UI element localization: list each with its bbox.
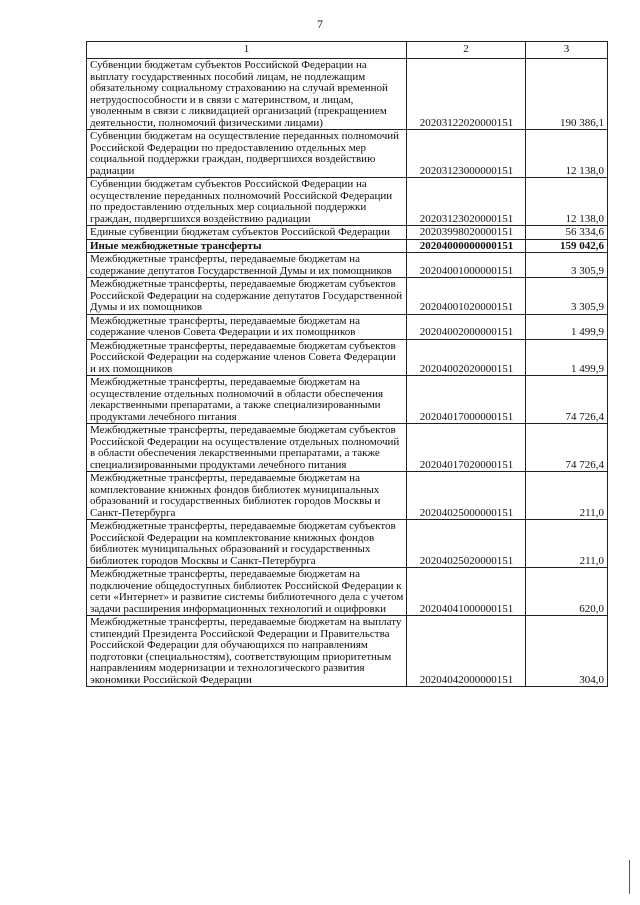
row-sum-cell: 3 305,9	[526, 253, 608, 278]
table-row	[87, 278, 608, 315]
row-name-cell: Межбюджетные трансферты, передаваемые бюджетам субъектов Российской Федерации на содержание членов Совета Федерации и их помощников	[87, 339, 407, 376]
header-col-3: 3	[526, 42, 608, 59]
row-code-cell: 20203122020000151	[407, 59, 526, 130]
row-sum-cell: 74 726,4	[526, 376, 608, 424]
table-body	[87, 59, 608, 687]
table-row	[87, 130, 608, 178]
row-sum-cell: 56 334,6	[526, 226, 608, 240]
row-sum-cell: 12 138,0	[526, 130, 608, 178]
row-code-cell: 20203123000000151	[407, 130, 526, 178]
row-name-cell: Межбюджетные трансферты, передаваемые бюджетам субъектов Российской Федерации на содержание депутатов Государственной Думы и их помощников	[87, 278, 407, 315]
row-sum-cell: 1 499,9	[526, 339, 608, 376]
row-code-cell: 20204001000000151	[407, 253, 526, 278]
row-code-cell: 20203998020000151	[407, 226, 526, 240]
row-code-cell: 20204017020000151	[407, 424, 526, 472]
row-sum-cell: 190 386,1	[526, 59, 608, 130]
row-name-cell: Межбюджетные трансферты, передаваемые бюджетам субъектов Российской Федерации на комплектование книжных фондов библиотек муниципальных образований и государственных библиотек городов Москвы и Санкт-Петербурга	[87, 520, 407, 568]
budget-table	[86, 41, 608, 687]
row-name-cell: Единые субвенции бюджетам субъектов Российской Федерации	[87, 226, 407, 240]
row-name-cell: Межбюджетные трансферты, передаваемые бюджетам субъектов Российской Федерации на осуществление отдельных полномочий в области обеспечения лекарственными препаратами, а также специализированными продуктами лечебного питания	[87, 424, 407, 472]
row-name-cell: Субвенции бюджетам субъектов Российской Федерации на выплату государственных пособий лицам, не подлежащим обязательному социальному страхованию на случай временной нетрудоспособности и в связи с материнством, и лицам, уволенным в связи с ликвидацией организаций (прекращением деятельности, полномочий физическими лицами)	[87, 59, 407, 130]
header-col-1: 1	[87, 42, 407, 59]
row-code-cell: 20204041000000151	[407, 568, 526, 616]
table-row	[87, 239, 608, 253]
row-name-cell: Субвенции бюджетам субъектов Российской Федерации на осуществление переданных полномочий Российской Федерации по предоставлению отдельных мер социальной поддержки граждан, подвергшихся воздействию радиации	[87, 178, 407, 226]
row-code-cell: 20204025000000151	[407, 472, 526, 520]
table-row	[87, 472, 608, 520]
row-code-cell: 20203123020000151	[407, 178, 526, 226]
row-code-cell: 20204042000000151	[407, 616, 526, 687]
row-code-cell: 20204002000000151	[407, 314, 526, 339]
row-code-cell: 20204001020000151	[407, 278, 526, 315]
margin-mark	[629, 860, 630, 894]
row-code-cell: 20204017000000151	[407, 376, 526, 424]
row-sum-cell: 304,0	[526, 616, 608, 687]
row-sum-cell: 620,0	[526, 568, 608, 616]
row-sum-cell: 1 499,9	[526, 314, 608, 339]
row-name-cell: Межбюджетные трансферты, передаваемые бюджетам на содержание депутатов Государственной Думы и их помощников	[87, 253, 407, 278]
row-sum-cell: 211,0	[526, 472, 608, 520]
table-row	[87, 59, 608, 130]
row-name-cell: Межбюджетные трансферты, передаваемые бюджетам на содержание членов Совета Федерации и их помощников	[87, 314, 407, 339]
row-name-cell: Межбюджетные трансферты, передаваемые бюджетам на комплектование книжных фондов библиотек муниципальных образований и государственных библиотек городов Москвы и Санкт-Петербурга	[87, 472, 407, 520]
row-name-cell: Межбюджетные трансферты, передаваемые бюджетам на осуществление отдельных полномочий в области обеспечения лекарственными препаратами, а также специализированными продуктами лечебного питания	[87, 376, 407, 424]
table-row	[87, 616, 608, 687]
table-row	[87, 226, 608, 240]
table-row	[87, 178, 608, 226]
row-code-cell: 20204000000000151	[407, 239, 526, 253]
table-row	[87, 314, 608, 339]
table-header-row	[87, 42, 608, 59]
table-row	[87, 520, 608, 568]
header-col-2: 2	[407, 42, 526, 59]
row-name-cell: Межбюджетные трансферты, передаваемые бюджетам на подключение общедоступных библиотек Российской Федерации к сети «Интернет» и развитие системы библиотечного дела с учетом задачи расширения информационных технологий и оцифровки	[87, 568, 407, 616]
row-code-cell: 20204025020000151	[407, 520, 526, 568]
table-row	[87, 339, 608, 376]
table-row	[87, 568, 608, 616]
row-sum-cell: 74 726,4	[526, 424, 608, 472]
table-row	[87, 376, 608, 424]
table-row	[87, 253, 608, 278]
row-sum-cell: 12 138,0	[526, 178, 608, 226]
row-name-cell: Иные межбюджетные трансферты	[87, 239, 407, 253]
row-name-cell: Межбюджетные трансферты, передаваемые бюджетам на выплату стипендий Президента Российской Федерации и Правительства Российской Федерации для обучающихся по направлениям подготовки (специальностям), соответствующим приоритетным направлениям модернизации и технологического развития экономики Российской Федерации	[87, 616, 407, 687]
row-sum-cell: 3 305,9	[526, 278, 608, 315]
row-sum-cell: 211,0	[526, 520, 608, 568]
page-number: 7	[317, 17, 323, 31]
row-code-cell: 20204002020000151	[407, 339, 526, 376]
table-row	[87, 424, 608, 472]
row-sum-cell: 159 042,6	[526, 239, 608, 253]
row-name-cell: Субвенции бюджетам на осуществление переданных полномочий Российской Федерации по предоставлению отдельных мер социальной поддержки граждан, подвергшихся воздействию радиации	[87, 130, 407, 178]
